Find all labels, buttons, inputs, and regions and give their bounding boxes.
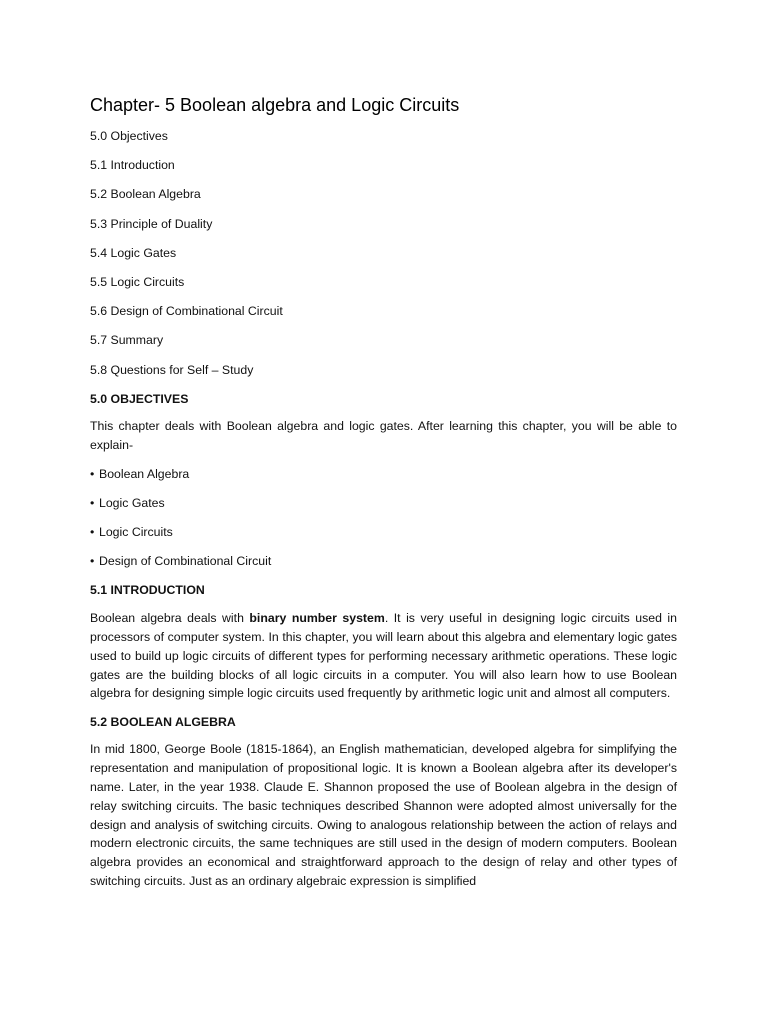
introduction-heading: 5.1 INTRODUCTION bbox=[90, 583, 205, 598]
toc-item: 5.5 Logic Circuits bbox=[90, 274, 185, 289]
objectives-intro: This chapter deals with Boolean algebra and logic gates. After learning this chapter, you will be able to explain- bbox=[90, 419, 677, 453]
bullet-glyph: • bbox=[90, 554, 95, 569]
introduction-paragraph bbox=[90, 609, 677, 703]
objectives-heading: 5.0 OBJECTIVES bbox=[90, 391, 189, 406]
introduction-text-start: Boolean algebra deals with bbox=[90, 611, 250, 626]
table-of-contents bbox=[90, 127, 677, 380]
bullet-glyph: • bbox=[90, 495, 95, 510]
toc-item: 5.4 Logic Gates bbox=[90, 245, 177, 260]
bullet-glyph: • bbox=[90, 466, 95, 481]
bullet-item bbox=[90, 465, 677, 484]
introduction-text-rest: . It is very useful in designing logic circuits used in processors of computer system. In this chapter, you will learn about this algebra and elementary logic gates used to build up logic circuits of different types for performing necessary arithmetic operations. These logic gates are the building blocks of all logic circuits in a computer. You will also learn how to use Boolean algebra for designing simple logic circuits used frequently by arithmetic logic unit and almost all computers. bbox=[90, 611, 677, 701]
bullet-item bbox=[90, 552, 677, 571]
introduction-bold-term: binary number system bbox=[249, 611, 385, 626]
chapter-title: Chapter- 5 Boolean algebra and Logic Circuits bbox=[90, 95, 460, 115]
toc-item: 5.1 Introduction bbox=[90, 158, 175, 173]
toc-item: 5.7 Summary bbox=[90, 333, 164, 348]
document-page bbox=[90, 92, 677, 900]
toc-item: 5.6 Design of Combinational Circuit bbox=[90, 304, 283, 319]
bullet-text: Design of Combinational Circuit bbox=[99, 554, 272, 569]
bullet-item bbox=[90, 494, 677, 513]
toc-item: 5.8 Questions for Self – Study bbox=[90, 362, 254, 377]
bullet-item bbox=[90, 523, 677, 542]
bullet-text: Boolean Algebra bbox=[99, 466, 190, 481]
toc-item: 5.3 Principle of Duality bbox=[90, 216, 213, 231]
objectives-bullet-list bbox=[90, 465, 677, 572]
boolean-algebra-paragraph: In mid 1800, George Boole (1815-1864), an English mathematician, developed algebra for simplifying the representation and manipulation of propositional logic. It is known a Boolean algebra after its developer's name. Later, in the year 1938. Claude E. Shannon proposed the use of Boolean algebra in the design of relay switching circuits. The basic techniques described Shannon were adopted almost universally for the design and analysis of switching circuits. Owing to analogous relationship between the action of relays and modern electronic circuits, the same techniques are still used in the design of modern computers. Boolean algebra provides an economical and straightforward approach to the design of relay and other types of switching circuits. Just as an ordinary algebraic expression is simplified bbox=[90, 742, 677, 888]
boolean-algebra-heading: 5.2 BOOLEAN ALGEBRA bbox=[90, 714, 236, 729]
toc-item: 5.2 Boolean Algebra bbox=[90, 187, 201, 202]
toc-item: 5.0 Objectives bbox=[90, 129, 168, 143]
bullet-text: Logic Gates bbox=[99, 495, 165, 510]
bullet-text: Logic Circuits bbox=[99, 524, 173, 539]
bullet-glyph: • bbox=[90, 524, 95, 539]
